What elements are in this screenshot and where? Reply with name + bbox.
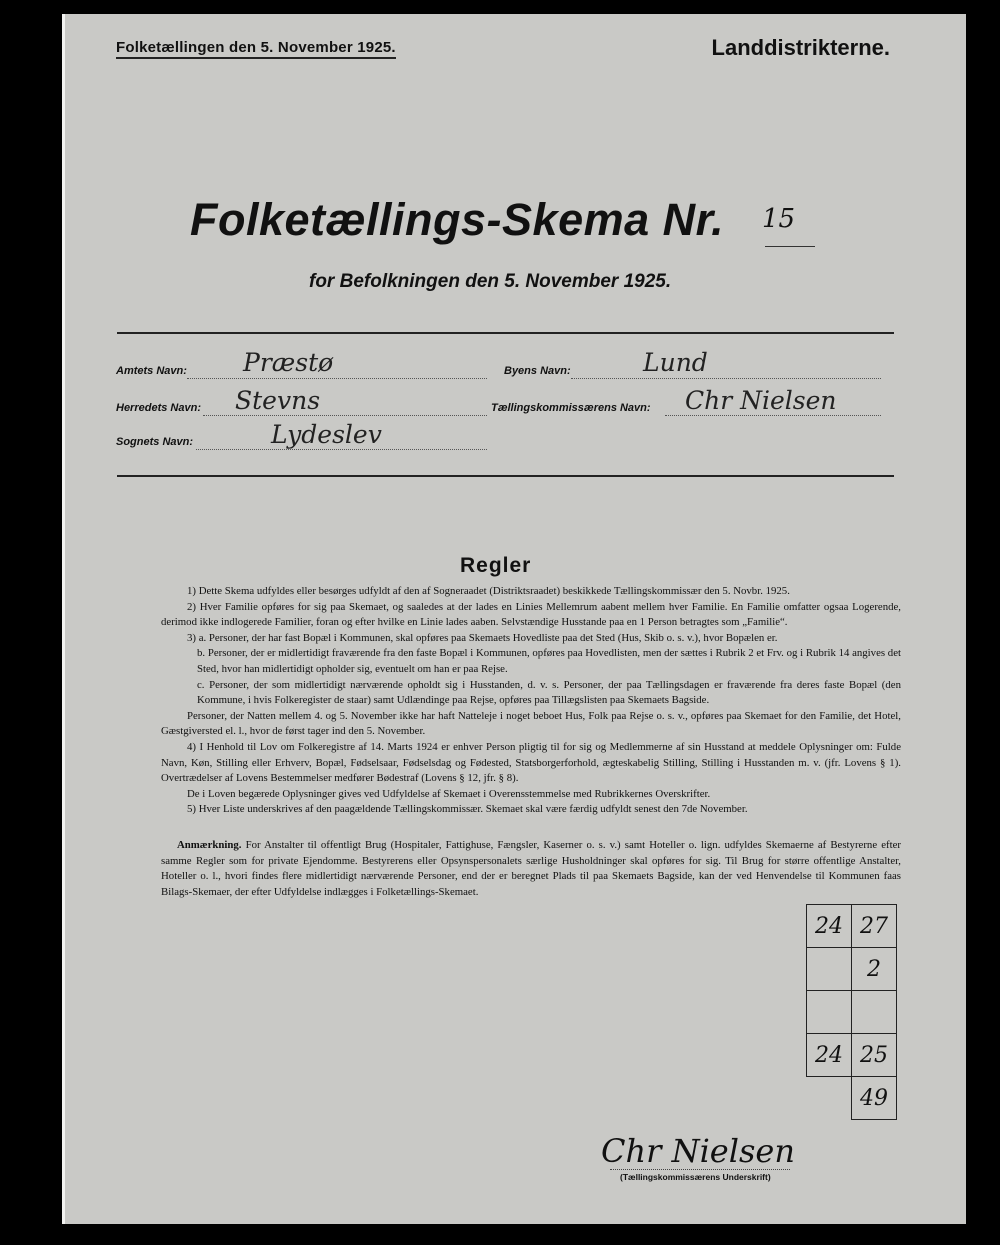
rule-5: 5) Hver Liste underskrives af den paagældende Tællingskommissær. Skemaet skal være færdig udfyldt senest den 7de November. [187, 803, 748, 816]
rules-text [161, 584, 901, 818]
rule-1: 1) Dette Skema udfyldes eller besørges udfyldt af den af Sogneraadet (Distriktsraadet) beskikkede Tællingskommissær den 5. Novbr. 1925. [187, 585, 790, 597]
kommissaer-value: Chr Nielsen [685, 386, 837, 415]
rule-3a: 3) a. Personer, der har fast Bopæl i Kommunen, skal opføres paa Skemaets Hovedliste paa det Sted (Hus, Skib o. s. v.), hvor Bopælen er. [187, 631, 778, 644]
signature-line [610, 1169, 790, 1170]
signature: Chr Nielsen [601, 1132, 795, 1170]
annotation-text: For Anstalter til offentligt Brug (Hospitaler, Fattighuse, Fængsler, Kaserner o. s. v.) samt Hoteller o. lign. udfyldes Skemaerne af Bestyrerne efter samme Regler som for private Ejendomme. Bestyrerens eller Opsynspersonalets særlige Husholdninger skal opføres for sig. Til Brug for større offentlige Anstalter, Hoteller o. l., hvori findes flere midlertidigt nærværende Personer, end der er beregnet Plads til paa Skemaets Bagside, kan der ved Henvendelse til Kommunen faas Bilags-Skemaer, der efter Udfyldelse indlægges i Folketællings-Skemaet. [161, 839, 901, 898]
sogn-label: Sognets Navn: [116, 436, 194, 448]
tally-cell [807, 948, 852, 991]
herred-label: Herredets Navn: [116, 402, 201, 414]
rules-heading: Regler [460, 554, 532, 577]
rule-3b: b. Personer, der er midlertidigt fraværende fra den faste Bopæl i Kommunen, opføres paa Hovedlisten, men der sættes i Rubrik 2 et Frv. og i Rubrik 14 angives det Sted, hvor han midlertidigt opholder sig, eventuelt om han er paa Rejse. [197, 647, 901, 675]
kommissaer-line [665, 415, 881, 416]
herred-line [203, 415, 487, 416]
tally-cell: 25 [852, 1034, 897, 1077]
form-number-line [765, 246, 815, 247]
sogn-value: Lydeslev [271, 420, 382, 449]
rule-3d: Personer, der Natten mellem 4. og 5. November ikke har haft Natteleje i noget beboet Hus, Folk paa Rejse o. s. v., opføres paa Skemaet for den Familie, det Hotel, Gæstgiversted el. l., hvor de først tager ind den 5. November. [161, 709, 901, 738]
by-value: Lund [643, 348, 708, 377]
herred-value: Stevns [235, 386, 321, 415]
tally-cell-empty [807, 1077, 852, 1120]
sogn-line [196, 449, 487, 450]
tally-cell [852, 991, 897, 1034]
amt-label: Amtets Navn: [116, 365, 187, 377]
tally-cell: 24 [807, 1034, 852, 1077]
top-rule [117, 332, 894, 334]
amt-value: Præstø [243, 348, 334, 377]
form-number: 15 [762, 204, 796, 234]
tally-cell [807, 991, 852, 1034]
rule-4b: De i Loven begærede Oplysninger gives ved Udfyldelse af Skemaet i Overensstemmelse med Rubrikkernes Overskrifter. [187, 787, 711, 800]
annotation-label: Anmærkning. [177, 839, 242, 851]
rule-3c: c. Personer, der som midlertidigt nærværende opholdt sig i Husstanden, d. v. s. Personer, der paa Tællingsdagen er fraværende fra deres faste Bopæl (den Kommune, i hvis Folkeregister de staar) samt Udlændinge paa Rejse, opføres paa Tillægslisten paa Skemaets Bagside. [197, 678, 901, 707]
header-census-date: Folketællingen den 5. November 1925. [116, 39, 396, 59]
by-line [571, 378, 881, 379]
tally-cell: 24 [807, 905, 852, 948]
amt-line [187, 378, 487, 379]
bottom-rule [117, 475, 894, 477]
rule-2: 2) Hver Familie opføres for sig paa Skemaet, og saaledes at der lades en Linies Mellemrum aabent mellem hver Familie. En Familie omfatter ogsaa Logerende, derimod ikke indlogerede Familier, foran og efter hvilke en Linie lades aaben. Selvstændige Husstande paa en 1 Person betragtes som „Familie“. [161, 600, 901, 629]
form-subtitle: for Befolkningen den 5. November 1925. [309, 271, 672, 292]
header-district-type: Landdistrikterne. [711, 35, 890, 60]
signature-caption: (Tællingskommissærens Underskrift) [620, 1172, 771, 1182]
by-label: Byens Navn: [504, 365, 571, 377]
form-title: Folketællings-Skema Nr. [190, 194, 725, 245]
tally-cell: 27 [852, 905, 897, 948]
tally-cell: 2 [852, 948, 897, 991]
tally-grid [806, 904, 897, 1120]
annotation [161, 838, 901, 900]
census-form-page [62, 14, 966, 1224]
rule-4: 4) I Henhold til Lov om Folkeregistre af 14. Marts 1924 er enhver Person pligtig til for sig og Medlemmerne af sin Husstand at meddele Oplysninger om: Fulde Navn, Køn, Stilling eller Erhverv, Bopæl, Fødselsaar, Fødselsdag og Fødested, Statsborgerforhold, ægteskabelig Stilling, Stilling i Husstanden m. v. (jfr. Lovens § 1). Overtrædelser af Lovens Bestemmelser medfører Bødestraf (Lovens § 12, jfr. § 8). [161, 740, 901, 785]
kommissaer-label: Tællingskommissærens Navn: [491, 402, 651, 414]
tally-total-cell: 49 [852, 1077, 897, 1120]
